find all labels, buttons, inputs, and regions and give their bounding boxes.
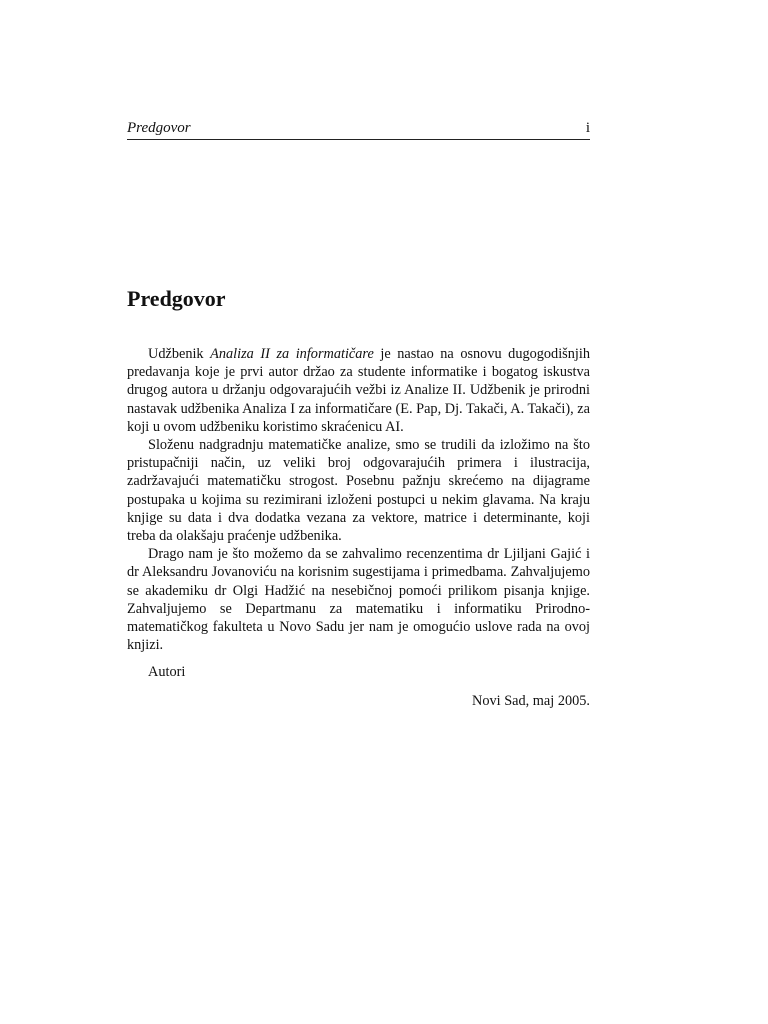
signature: Autori (148, 664, 186, 680)
place-and-date: Novi Sad, maj 2005. (472, 693, 590, 709)
paragraph-2: Složenu nadgradnju matematičke analize, smo se trudili da izložimo na što pristupačniji način, uz veliki broj odgovarajućih primera i ilustracija, zadržavajući matematičku strogost. Posebnu pažnju skrećemo na dijagrame postupaka u kojima su rezimirani izloženi postupci u nekim glavama. Na kraju knjige su data i dva dodatka vezana za vektore, matrice i determinante, koji treba da olakšaju praćenje udžbenika. (127, 437, 590, 545)
running-header (127, 120, 590, 140)
paragraph-3: Drago nam je što možemo da se zahvalimo recenzentima dr Ljiljani Gajić i dr Aleksandru Jovanoviću na korisnim sugestijama i primedbama. Zahvaljujemo se akademiku dr Olgi Hadžić na nesebičnoj pomoći prilikom pisanja knjige. Zahvaljujemo se Departmanu za matematiku i informatiku Prirodno-matematičkog fakulteta u Novo Sadu jer nam je omogućio uslove rada na ovoj knjizi. (127, 546, 590, 654)
book-title: Analiza II za informatičare (210, 346, 374, 362)
preface-body (127, 345, 590, 654)
chapter-title: Predgovor (127, 286, 226, 311)
page-number: i (585, 120, 590, 136)
paragraph-1 (127, 345, 590, 436)
paragraph-1-start: Udžbenik (148, 346, 211, 362)
running-header-title: Predgovor (127, 120, 191, 136)
paragraph-1-rest: je nastao na osnovu dugogodišnjih predavanja koje je prvi autor držao za studente informatike i bogatog iskustva drugog autora u držanju odgovarajućih vežbi iz Analize II. Udžbenik je prirodni nastavak udžbenika Analiza I za informatičare (E. Pap, Dj. Takači, A. Takači), za koji u ovom udžbeniku koristimo skraćenicu AI. (127, 346, 590, 435)
